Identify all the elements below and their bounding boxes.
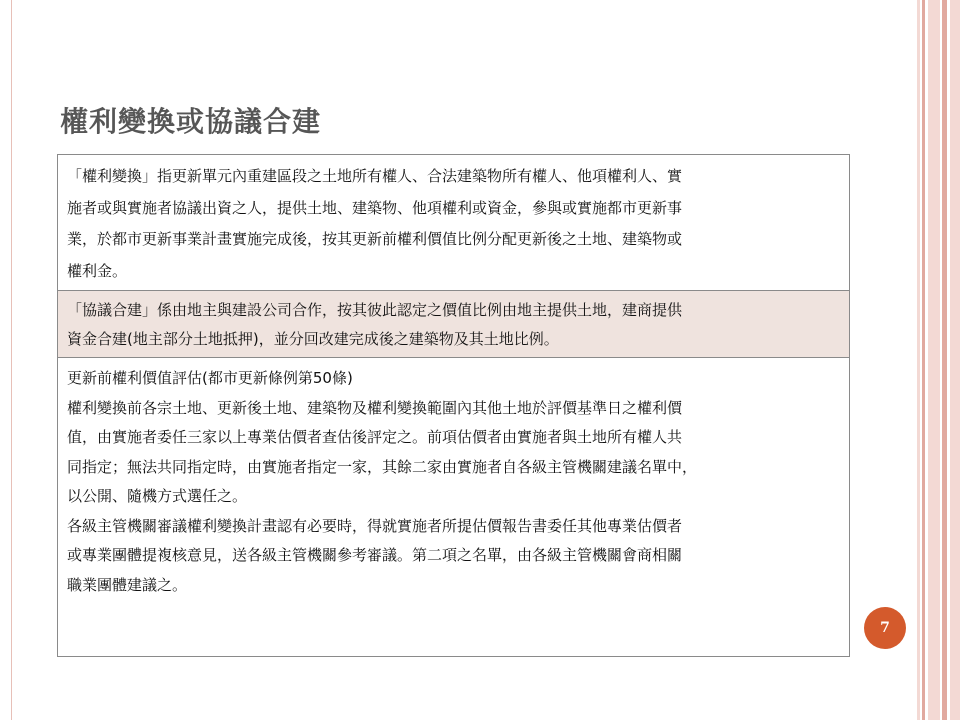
table-row-right-transformation xyxy=(58,155,849,290)
decorative-stripes xyxy=(917,0,960,720)
stripe xyxy=(922,0,925,720)
text-line: 同指定；無法共同指定時，由實施者指定一家，其餘二家由實施者自各級主管機關建議名單中， xyxy=(67,457,698,476)
slide-title: 權利變換或協議合建 xyxy=(60,105,322,138)
text-line: 施者或與實施者協議出資之人，提供土地、建築物、他項權利或資金，參與或實施都市更新事 xyxy=(67,198,683,217)
text-line: 業，於都市更新事業計畫實施完成後，按其更新前權利價值比例分配更新後之土地、建築物或 xyxy=(67,230,683,248)
text-line: 「權利變換」指更新單元內重建區段之土地所有權人、合法建築物所有權人、他項權利人、實 xyxy=(67,167,683,185)
stripe xyxy=(928,0,940,720)
stripe xyxy=(917,0,920,720)
text-line: 「協議合建」係由地主與建設公司合作，按其彼此認定之價值比例由地主提供土地，建商提供 xyxy=(67,301,683,319)
left-border-line xyxy=(11,0,12,720)
text-line: 各級主管機關審議權利變換計畫認有必要時，得就實施者所提估價報告書委任其他專業估價者 xyxy=(67,516,683,535)
text-line: 職業團體建議之。 xyxy=(67,575,188,594)
text-line: 更新前權利價值評估(都市更新條例第50條) xyxy=(67,369,353,387)
table-row-joint-construction xyxy=(58,290,849,358)
table-row-valuation xyxy=(58,358,849,656)
text-line: 以公開、隨機方式選任之。 xyxy=(67,487,248,505)
text-line: 或專業團體提複核意見，送各級主管機關參考審議。第二項之名單，由各級主管機關會商相關 xyxy=(67,546,683,564)
stripe xyxy=(942,0,947,720)
text-line: 值，由實施者委任三家以上專業估價者查估後評定之。前項估價者由實施者與土地所有權人共 xyxy=(67,428,683,446)
text-line: 權利變換前各宗土地、更新後土地、建築物及權利變換範圍內其他土地於評價基準日之權利價 xyxy=(67,398,683,417)
page-number-badge: 7 xyxy=(864,607,906,649)
text-line: 權利金。 xyxy=(67,261,128,280)
stripe xyxy=(950,0,960,720)
text-line: 資金合建(地主部分土地抵押)，並分回改建完成後之建築物及其土地比例。 xyxy=(67,330,559,348)
content-table xyxy=(57,154,850,657)
